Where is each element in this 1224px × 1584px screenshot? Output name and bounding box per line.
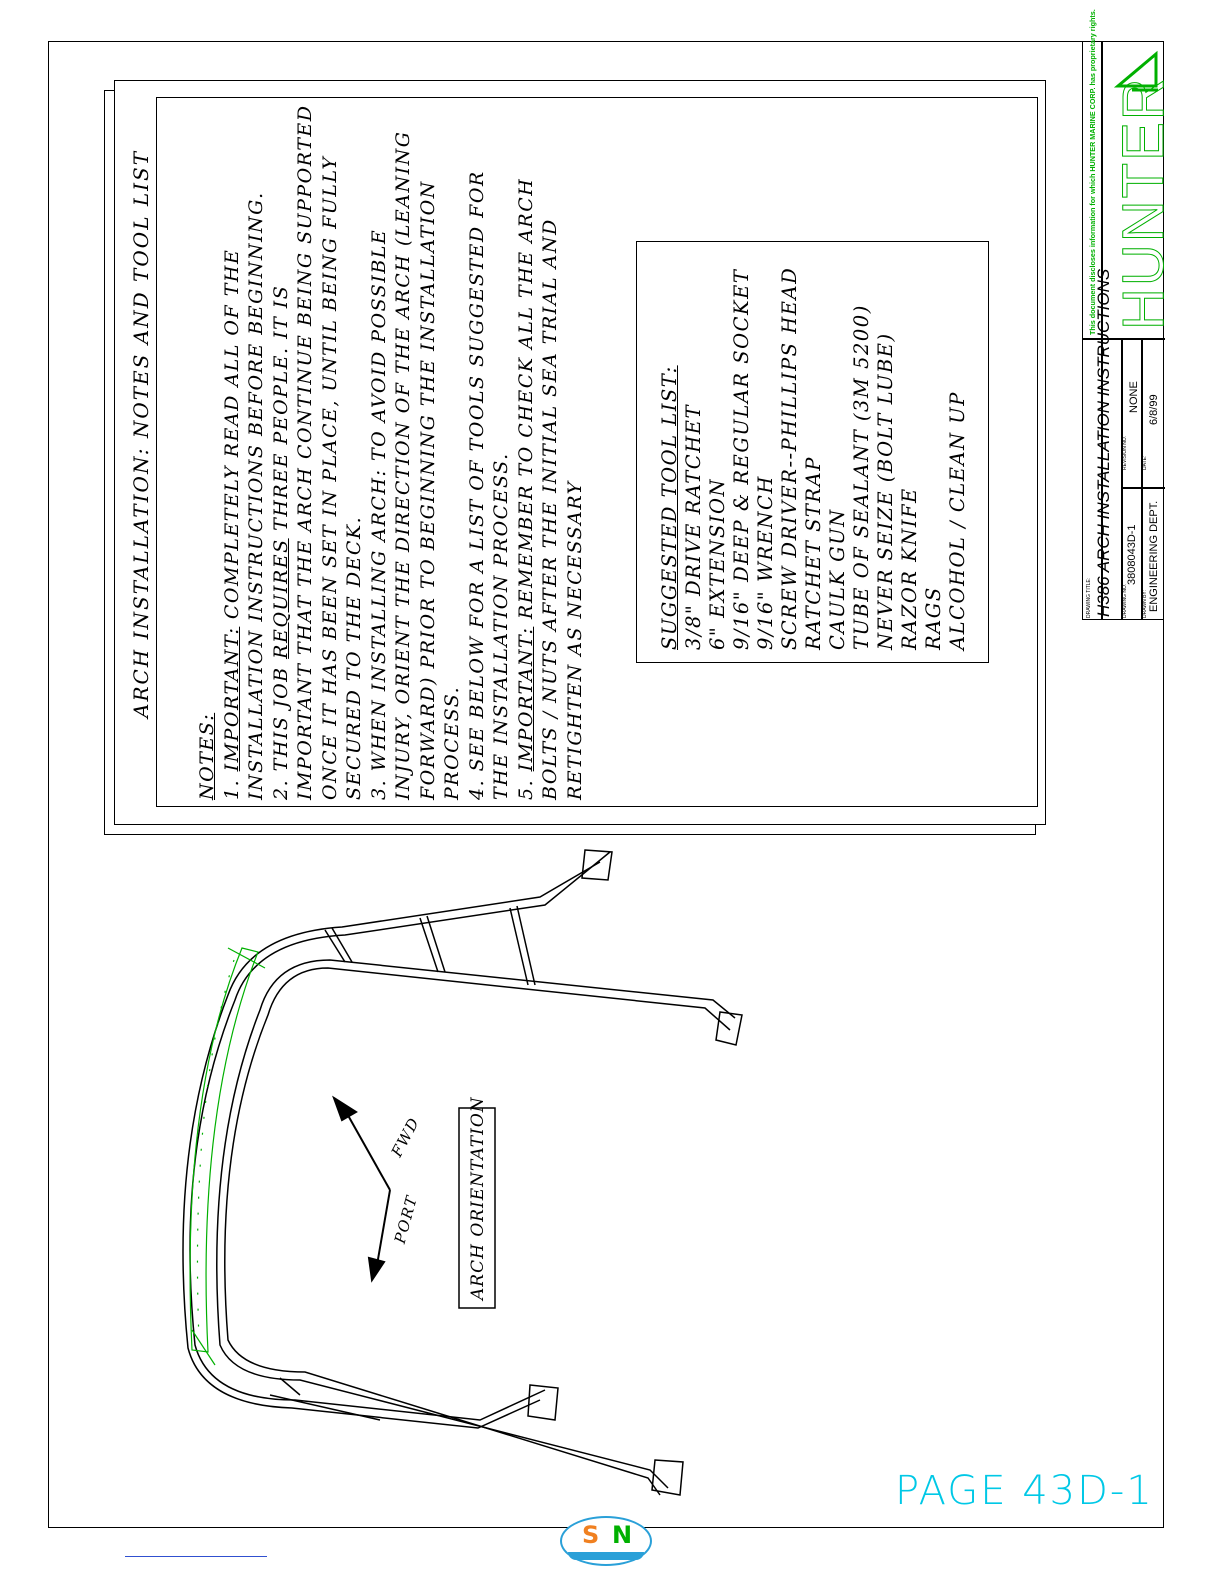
tool-list-item: 9/16" WRENCH	[754, 475, 777, 650]
notes-line: RETIGHTEN AS NECESSARY	[563, 480, 586, 800]
notes-line: 2. THIS JOB REQUIRES THREE PEOPLE. IT IS	[269, 284, 292, 800]
hunter-logo	[1110, 76, 1177, 330]
notes-line: 3. WHEN INSTALLING ARCH: TO AVOID POSSIBLE	[367, 228, 390, 800]
notes-line: PROCESS.	[441, 685, 463, 800]
drawing-title: H386 ARCH INSTALLATION INSTRUCTIONS	[1094, 268, 1113, 617]
tool-list-item: RATCHET STRAP	[802, 456, 825, 650]
tool-list-item: ALCOHOL / CLEAN UP	[946, 391, 969, 650]
notes-line: SECURED TO THE DECK.	[343, 515, 365, 800]
proprietary-notice: This document discloses information for which HUNTER MARINE CORP. has proprietary rights.	[1088, 9, 1097, 335]
footer-rule	[125, 1556, 267, 1557]
sn-logo-s: S	[582, 1521, 600, 1549]
tool-list-item: TUBE OF SEALANT (3M 5200)	[850, 304, 873, 650]
drawing-number-label: DRAWING NO.	[1122, 583, 1128, 618]
tool-list-item: CAULK GUN	[826, 508, 849, 650]
notes-line: 5. IMPORTANT: REMEMBER TO CHECK ALL THE ARCH	[514, 177, 537, 800]
hunter-sail-icon	[1112, 46, 1162, 96]
notes-line: ONCE IT HAS BEEN SET IN PLACE, UNTIL BEING FULLY	[318, 155, 341, 800]
tool-list-item: RAGS	[922, 586, 945, 650]
tool-list-item: NEVER SEIZE (BOLT LUBE)	[874, 332, 897, 650]
hunter-logo-text: HUNTER	[1111, 76, 1176, 330]
arch-orientation-label: ARCH ORIENTATION	[468, 1096, 488, 1300]
revision-label: REVISION NO.	[1122, 435, 1128, 470]
date-value: 6/8/99	[1148, 394, 1160, 425]
page-label: PAGE 43D-1	[895, 1468, 1154, 1514]
notes-line: 1. IMPORTANT: COMPLETELY READ ALL OF THE	[220, 248, 243, 800]
notes-line: BOLTS / NUTS AFTER THE INITIAL SEA TRIAL AND	[539, 218, 561, 800]
notes-line: IMPORTANT THAT THE ARCH CONTINUE BEING SUPPORTED	[294, 104, 316, 800]
port-label: PORT	[390, 1193, 422, 1246]
notes-line: INSTALLATION INSTRUCTIONS BEFORE BEGINNING.	[245, 191, 267, 800]
tool-list-item: SCREW DRIVER--PHILLIPS HEAD	[778, 266, 801, 650]
drawing-number: 3808043D-1	[1126, 524, 1138, 585]
sn-logo	[560, 1516, 652, 1566]
notes-heading: NOTES:	[196, 712, 218, 800]
notes-title: ARCH INSTALLATION: NOTES AND TOOL LIST	[129, 149, 153, 718]
tool-list-heading: SUGGESTED TOOL LIST:	[658, 365, 681, 650]
drawing-title-label: DRAWING TITLE:	[1086, 577, 1092, 618]
date-label: DATE:	[1142, 455, 1148, 470]
notes-line: 4. SEE BELOW FOR A LIST OF TOOLS SUGGESTED FOR	[465, 170, 488, 800]
notes-line: INJURY, ORIENT THE DIRECTION OF THE ARCH (LEANING	[392, 130, 414, 800]
tool-list-item: 3/8" DRIVE RATCHET	[682, 404, 705, 650]
tool-list-item: RAZOR KNIFE	[898, 487, 921, 650]
tool-list-item: 9/16" DEEP & REGULAR SOCKET	[730, 268, 753, 650]
drawn-by-label: DRAWN BY:	[1142, 590, 1148, 618]
orientation-arrows	[334, 1098, 390, 1280]
revision-value: NONE	[1128, 381, 1140, 413]
tool-list-item: 6" EXTENSION	[706, 477, 729, 650]
notes-line: THE INSTALLATION PROCESS.	[490, 452, 512, 800]
notes-line: FORWARD) PRIOR TO BEGINNING THE INSTALLATION	[416, 180, 439, 800]
drawn-by: ENGINEERING DEPT.	[1148, 500, 1160, 612]
sn-logo-n: N	[612, 1521, 633, 1549]
fwd-label: FWD	[387, 1114, 424, 1160]
arch-canvas	[190, 948, 265, 1365]
